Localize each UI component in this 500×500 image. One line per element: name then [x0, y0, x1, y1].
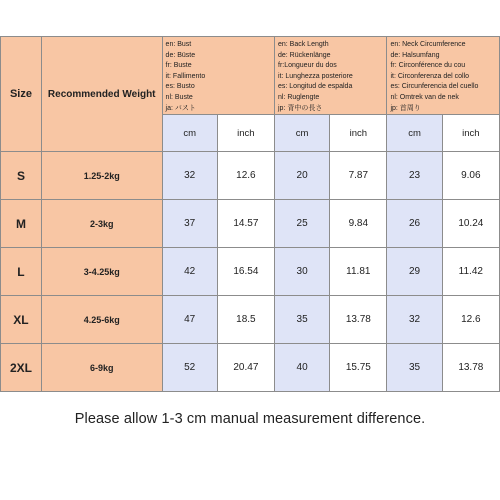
neck-circumference-header-line: jp: 首周り	[390, 104, 421, 112]
neck-inch-cell: 13.78	[442, 344, 499, 392]
bust-header-line: it: Fallimento	[165, 72, 206, 80]
back-length-cm-cell: 20	[275, 152, 330, 200]
neck-circumference-header	[387, 37, 500, 115]
header-row	[1, 37, 500, 115]
back-length-header-line: fr:Longueur du dos	[278, 62, 337, 70]
table-row	[1, 152, 500, 200]
back-length-header-line: es: Longitud de espalda	[278, 83, 353, 91]
neck-circumference-header-line: de: Halsumfang	[390, 51, 440, 59]
back-length-header-line: en: Back Length	[278, 41, 329, 48]
size-cell: S	[1, 152, 42, 200]
neck-cm-cell: 29	[387, 248, 442, 296]
weight-cell: 1.25-2kg	[41, 152, 162, 200]
bust-inch-cell: 14.57	[217, 200, 274, 248]
back-length-inch-cell: 15.75	[330, 344, 387, 392]
bust-header-line: fr: Buste	[165, 62, 192, 70]
unit-cm-cell: cm	[387, 115, 442, 152]
unit-cm-cell: cm	[275, 115, 330, 152]
weight-cell: 4.25-6kg	[41, 296, 162, 344]
recommended-weight-header: Recommended Weight	[41, 37, 162, 152]
back-length-cm-cell: 35	[275, 296, 330, 344]
bust-cm-cell: 52	[162, 344, 217, 392]
table-row	[1, 200, 500, 248]
bust-inch-cell: 16.54	[217, 248, 274, 296]
neck-cm-cell: 32	[387, 296, 442, 344]
bust-header-line: es: Busto	[165, 83, 195, 91]
neck-inch-cell: 9.06	[442, 152, 499, 200]
neck-inch-cell: 10.24	[442, 200, 499, 248]
weight-cell: 2-3kg	[41, 200, 162, 248]
neck-cm-cell: 35	[387, 344, 442, 392]
neck-cm-cell: 23	[387, 152, 442, 200]
bust-header-line: en: Bust	[165, 41, 192, 48]
back-length-header-line: nl: Ruglengte	[278, 93, 320, 101]
neck-cm-cell: 26	[387, 200, 442, 248]
back-length-cm-cell: 40	[275, 344, 330, 392]
size-cell: M	[1, 200, 42, 248]
weight-cell: 6-9kg	[41, 344, 162, 392]
back-length-header-line: jp: 背中の長さ	[278, 104, 323, 112]
bust-inch-cell: 20.47	[217, 344, 274, 392]
back-length-header-line: it: Lunghezza posteriore	[278, 72, 353, 80]
back-length-inch-cell: 9.84	[330, 200, 387, 248]
back-length-header-line: de: Rückenlänge	[278, 51, 331, 59]
unit-inch-cell: inch	[442, 115, 499, 152]
size-cell: L	[1, 248, 42, 296]
unit-inch-cell: inch	[330, 115, 387, 152]
weight-cell: 3-4.25kg	[41, 248, 162, 296]
back-length-inch-cell: 13.78	[330, 296, 387, 344]
bust-inch-cell: 12.6	[217, 152, 274, 200]
bust-header-line: nl: Buste	[165, 93, 193, 101]
neck-circumference-header-line: fr: Circonférence du cou	[390, 62, 466, 70]
neck-circumference-header-line: it: Circonferenza del collo	[390, 72, 470, 80]
neck-inch-cell: 12.6	[442, 296, 499, 344]
unit-inch-cell: inch	[217, 115, 274, 152]
table-row	[1, 344, 500, 392]
bust-inch-cell: 18.5	[217, 296, 274, 344]
size-header: Size	[1, 37, 42, 152]
bust-header	[162, 37, 274, 115]
back-length-cm-cell: 30	[275, 248, 330, 296]
bust-cm-cell: 37	[162, 200, 217, 248]
neck-circumference-header-line: es: Circunferencia del cuello	[390, 83, 479, 91]
neck-inch-cell: 11.42	[442, 248, 499, 296]
bust-cm-cell: 32	[162, 152, 217, 200]
table-row	[1, 296, 500, 344]
back-length-inch-cell: 11.81	[330, 248, 387, 296]
bust-cm-cell: 42	[162, 248, 217, 296]
back-length-inch-cell: 7.87	[330, 152, 387, 200]
neck-circumference-header-line: en: Neck Circumference	[390, 41, 466, 48]
back-length-header	[275, 37, 387, 115]
bust-header-line: ja: バスト	[165, 104, 196, 112]
table-row	[1, 248, 500, 296]
back-length-cm-cell: 25	[275, 200, 330, 248]
measurement-note: Please allow 1-3 cm manual measurement difference.	[74, 411, 426, 427]
unit-cm-cell: cm	[162, 115, 217, 152]
neck-circumference-header-line: nl: Omtrek van de nek	[390, 93, 459, 101]
bust-cm-cell: 47	[162, 296, 217, 344]
size-cell: XL	[1, 296, 42, 344]
size-cell: 2XL	[1, 344, 42, 392]
size-chart-table	[0, 36, 500, 392]
bust-header-line: de: Büste	[165, 51, 196, 59]
